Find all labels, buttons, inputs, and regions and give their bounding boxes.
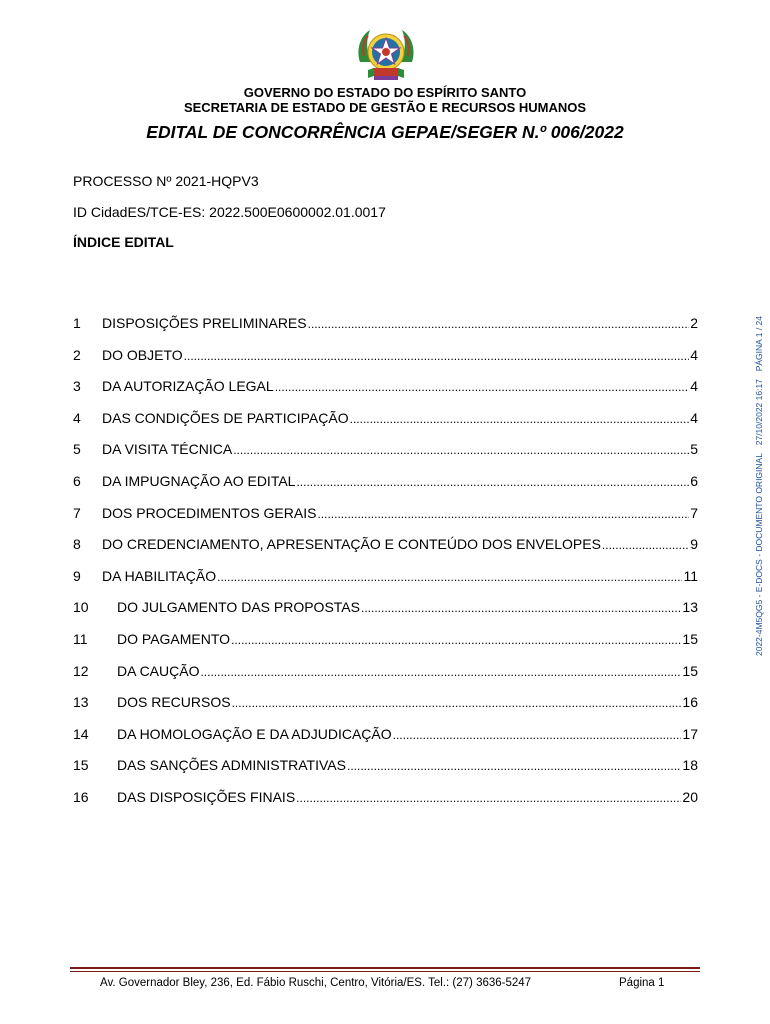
toc-item[interactable] [73,439,698,471]
toc-page: 4 [690,409,698,426]
cidades-id: ID CidadES/TCE-ES: 2022.500E0600002.01.0017 [73,204,386,220]
toc-label: DA HABILITAÇÃO [102,567,217,584]
toc-leader [232,693,682,713]
toc-number: 7 [73,504,81,521]
toc-number: 5 [73,441,81,458]
toc-leader [233,440,689,460]
toc-item[interactable] [73,534,698,566]
toc-page: 6 [690,472,698,489]
toc-label: DAS DISPOSIÇÕES FINAIS [117,788,296,805]
toc-number: 13 [73,694,89,711]
toc-label: DO OBJETO [102,346,183,363]
toc-leader [308,314,690,334]
toc-number: 10 [73,599,89,616]
stamp-datetime: 27/10/2022 16:17 [754,379,764,446]
toc-item[interactable] [73,692,698,724]
toc-number: 4 [73,409,81,426]
toc-leader [317,504,689,524]
document-title: EDITAL DE CONCORRÊNCIA GEPAE/SEGER N.º 006/2022 [146,122,624,142]
toc-label: DA AUTORIZAÇÃO LEGAL [102,378,274,395]
footer-rule [70,967,700,969]
state-coat-of-arms-icon [354,22,418,86]
toc-page: 18 [682,757,698,774]
toc-page: 15 [682,662,698,679]
toc-number: 14 [73,725,89,742]
toc-page: 15 [682,630,698,647]
toc-page: 2 [690,315,698,331]
toc-label: DA CAUÇÃO [117,662,200,679]
toc-number: 16 [73,788,89,805]
toc-label: DAS SANÇÕES ADMINISTRATIVAS [117,757,346,774]
toc-item[interactable] [73,566,698,598]
toc-label: DA HOMOLOGAÇÃO E DA ADJUDICAÇÃO [117,725,392,742]
toc-leader [350,409,690,429]
toc-page: 11 [683,567,698,584]
toc-label: DOS PROCEDIMENTOS GERAIS [102,504,317,521]
toc-page: 4 [690,378,698,395]
toc-number: 9 [73,567,81,584]
toc-leader [184,346,690,366]
toc-item[interactable] [73,471,698,503]
toc-item[interactable] [73,787,698,819]
toc-page: 17 [682,725,698,742]
footer-rule-thin [70,971,700,972]
toc-label: DISPOSIÇÕES PRELIMINARES [102,315,307,331]
toc-label: DA IMPUGNAÇÃO AO EDITAL [102,472,296,489]
toc-number: 11 [73,630,88,647]
toc-item[interactable] [73,597,698,629]
index-heading: ÍNDICE EDITAL [73,234,174,250]
toc-page: 5 [690,441,698,458]
header-government: GOVERNO DO ESTADO DO ESPÍRITO SANTO [243,85,527,100]
toc-item[interactable] [73,313,698,345]
toc-page: 16 [682,694,698,711]
toc-label: DO JULGAMENTO DAS PROPOSTAS [117,599,360,616]
toc-item[interactable] [73,503,698,535]
toc-item[interactable] [73,724,698,756]
toc-leader [296,472,689,492]
toc-page: 9 [690,536,698,553]
toc-leader [393,725,682,745]
toc-label: DA VISITA TÉCNICA [102,441,233,458]
toc-leader [347,756,681,776]
footer-address: Av. Governador Bley, 236, Ed. Fábio Ruschi, Centro, Vitória/ES. Tel.: (27) 3636-5247 [100,977,532,989]
toc-item[interactable] [73,661,698,693]
toc-label: DO PAGAMENTO [117,630,231,647]
toc-leader [602,535,689,555]
toc-number: 3 [73,378,81,395]
toc-number: 8 [73,536,81,553]
toc-page: 4 [690,346,698,363]
toc-label: DO CREDENCIAMENTO, APRESENTAÇÃO E CONTEÚDO DOS ENVELOPES [102,536,601,553]
toc-leader [275,377,690,397]
toc-item[interactable] [73,629,698,661]
toc-item[interactable] [73,408,698,440]
toc-item[interactable] [73,755,698,787]
toc-number: 15 [73,757,89,774]
edocs-side-stamp [752,316,766,656]
toc-page: 7 [690,504,698,521]
process-number: PROCESSO Nº 2021-HQPV3 [73,173,259,189]
toc-item[interactable] [73,376,698,408]
toc-number: 6 [73,472,81,489]
toc-leader [200,662,681,682]
toc-number: 1 [73,315,81,331]
table-of-contents [73,313,698,819]
toc-label: DOS RECURSOS [117,694,231,711]
toc-number: 12 [73,662,89,679]
toc-leader [217,567,682,587]
toc-leader [296,788,681,808]
toc-page: 13 [682,599,698,616]
toc-label: DAS CONDIÇÕES DE PARTICIPAÇÃO [102,409,349,426]
header-secretariat: SECRETARIA DE ESTADO DE GESTÃO E RECURSOS HUMANOS [183,100,587,115]
toc-leader [231,630,681,650]
toc-number: 2 [73,346,81,363]
stamp-doc-id: 2022-4M5QG5 - E-DOCS - DOCUMENTO ORIGINAL [754,453,764,656]
toc-item[interactable] [73,345,698,377]
toc-page: 20 [682,788,698,805]
stamp-page: PÁGINA 1 / 24 [754,316,764,372]
toc-leader [361,598,681,618]
footer-page-number: Página 1 [619,977,665,989]
